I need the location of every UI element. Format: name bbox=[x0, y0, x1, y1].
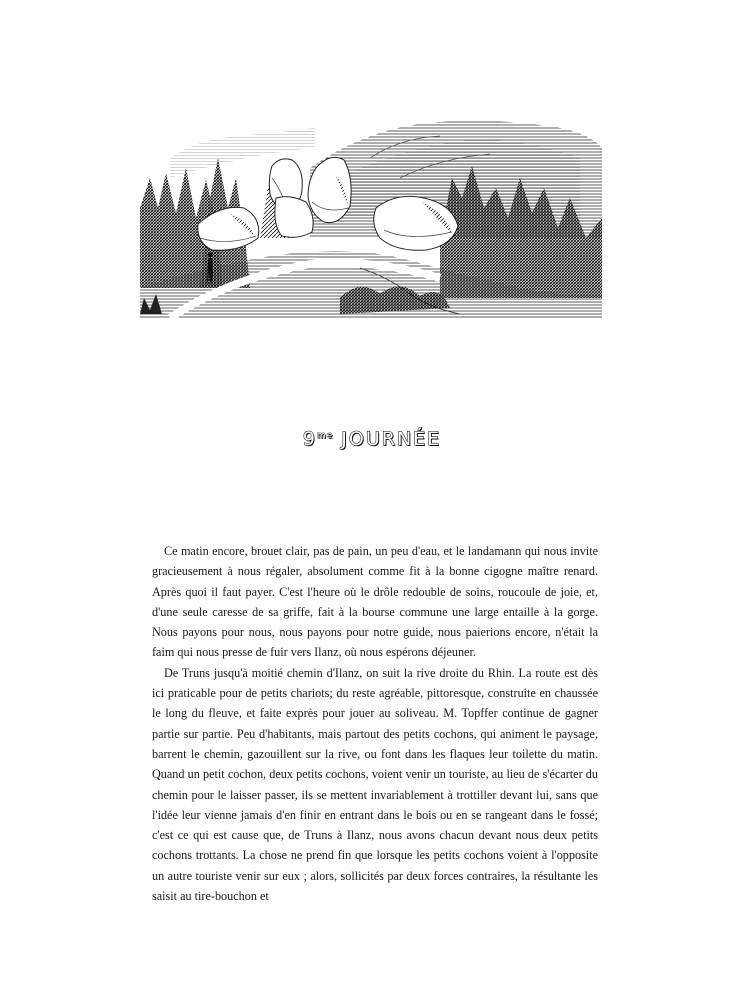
paragraph: Ce matin encore, brouet clair, pas de pain, un peu d'eau, et le landamann qui nous invite gracieusement à nous régaler, absolument comme fit à la bonne cigogne maître renard. Après quoi il faut payer. C'est l'heure où le drôle redouble de soins, roucoule de joie, et, d'une seule caresse de sa griffe, fait à la bourse commune une large entaille à la gorge. Nous payons pour nous, nous payons pour notre guide, nous paierions encore, n'était la faim qui nous presse de fuir vers Ilanz, où nous espérons déjeuner. bbox=[152, 544, 598, 660]
chapter-title: JOURNÉE bbox=[341, 428, 442, 450]
mountain-rocks-illustration bbox=[140, 118, 602, 318]
chapter-number-suffix: me bbox=[316, 431, 334, 441]
chapter-heading bbox=[0, 428, 744, 450]
paragraph: De Truns jusqu'à moitié chemin d'Ilanz, on suit la rive droite du Rhin. La route est dès ici praticable pour de petits chariots; du reste agréable, pittoresque, construite en chaussée le long du fleuve, et faite exprès pour jouer au soliveau. M. Topffer continue de gagner partie sur partie. Peu d'habitants, mais partout des petits cochons, qui animent le paysage, barrent le chemin, gazouillent sur la rive, ou font dans les flaques leur toilette du matin. Quand un petit cochon, deux petits cochons, voient venir un touriste, au lieu de s'écarter du chemin pour le laisser passer, ils se mettent invariablement à trottiller devant lui, sans que l'idée leur vienne jamais d'en finir en entrant dans le bois ou en se rangeant dans le fossé; c'est ce qui est cause que, de Truns à Ilanz, nous avons chacun devant nous deux petits cochons trottants. La chose ne prend fin que lorsque les petits cochons voient à l'opposite un autre touriste venir sur eux ; alors, sollicités par deux forces contraires, la résultante les saisit au tire-bouchon et bbox=[152, 665, 598, 904]
landscape-engraving bbox=[140, 118, 602, 318]
body-text bbox=[152, 541, 598, 906]
chapter-number: 9 bbox=[302, 428, 317, 450]
